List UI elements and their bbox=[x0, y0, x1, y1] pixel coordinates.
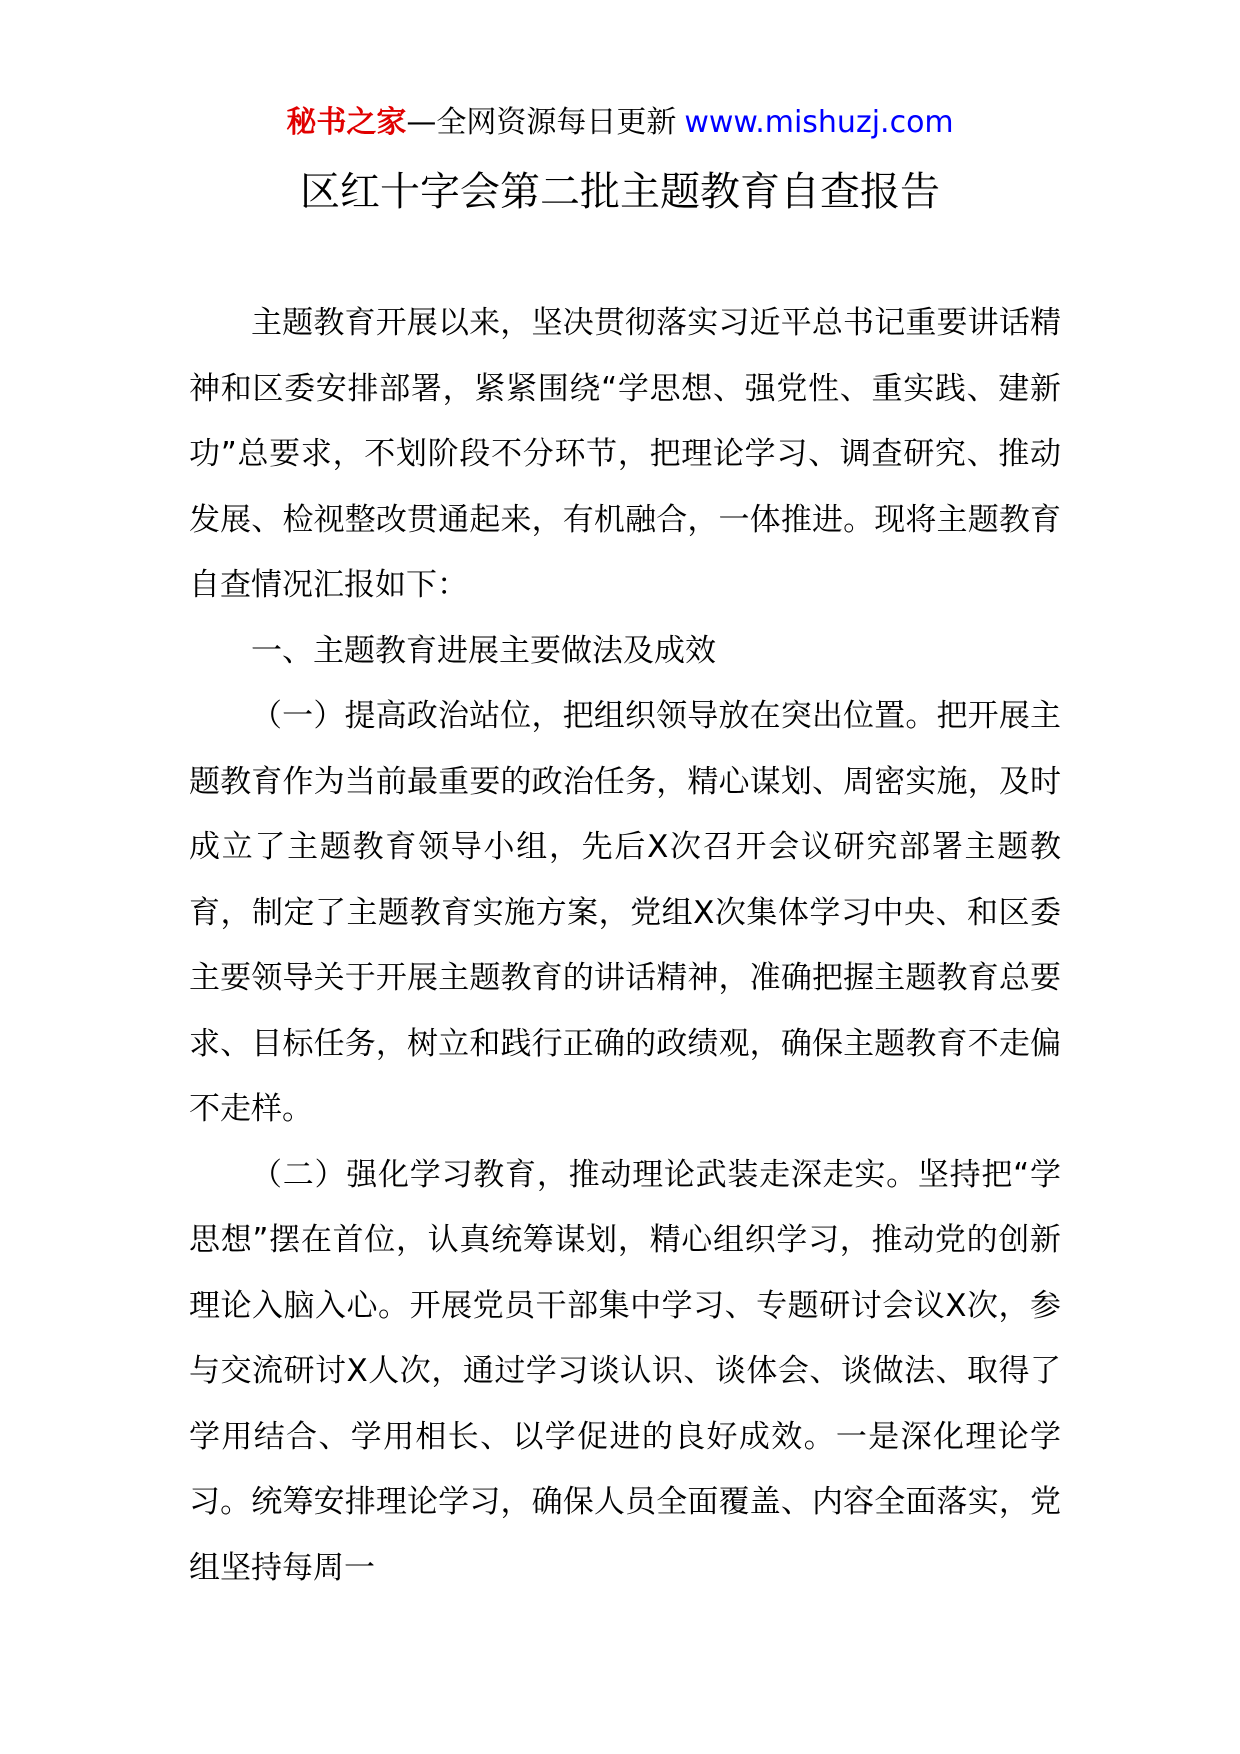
section-heading: 一、主题教育进展主要做法及成效 bbox=[251, 632, 716, 669]
document-body bbox=[189, 291, 1061, 1601]
site-brand: 秘书之家 bbox=[286, 105, 407, 140]
site-tagline: —全网资源每日更新 bbox=[406, 105, 677, 140]
intro-paragraph: 主题教育开展以来，坚决贯彻落实习近平总书记重要讲话精神和区委安排部署，紧紧围绕“学思想、强党性、重实践、建新功”总要求，不划阶段不分环节，把理论学习、调查研究、推动发展、检视整改贯通起来，有机融合，一体推进。现将主题教育自查情况汇报如下： bbox=[189, 305, 1061, 603]
subsection-paragraph-2: （二）强化学习教育，推动理论武装走深走实。坚持把“学思想”摆在首位，认真统筹谋划，精心组织学习，推动党的创新理论入脑入心。开展党员干部集中学习、专题研讨会议X次，参与交流研讨X人次，通过学习谈认识、谈体会、谈做法、取得了学用结合、学用相长、以学促进的良好成效。一是深化理论学习。统筹安排理论学习，确保人员全面覆盖、内容全面落实，党组坚持每周一 bbox=[189, 1156, 1061, 1586]
site-url-link[interactable]: www.mishuzj.com bbox=[684, 105, 954, 140]
site-header bbox=[0, 100, 1240, 146]
subsection-paragraph-1: （一）提高政治站位，把组织领导放在突出位置。把开展主题教育作为当前最重要的政治任务，精心谋划、周密实施，及时成立了主题教育领导小组，先后X次召开会议研究部署主题教育，制定了主题教育实施方案，党组X次集体学习中央、和区委主要领导关于开展主题教育的讲话精神，准确把握主题教育总要求、目标任务，树立和践行正确的政绩观，确保主题教育不走偏不走样。 bbox=[189, 698, 1061, 1127]
document-title: 区红十字会第二批主题教育自查报告 bbox=[300, 169, 940, 215]
